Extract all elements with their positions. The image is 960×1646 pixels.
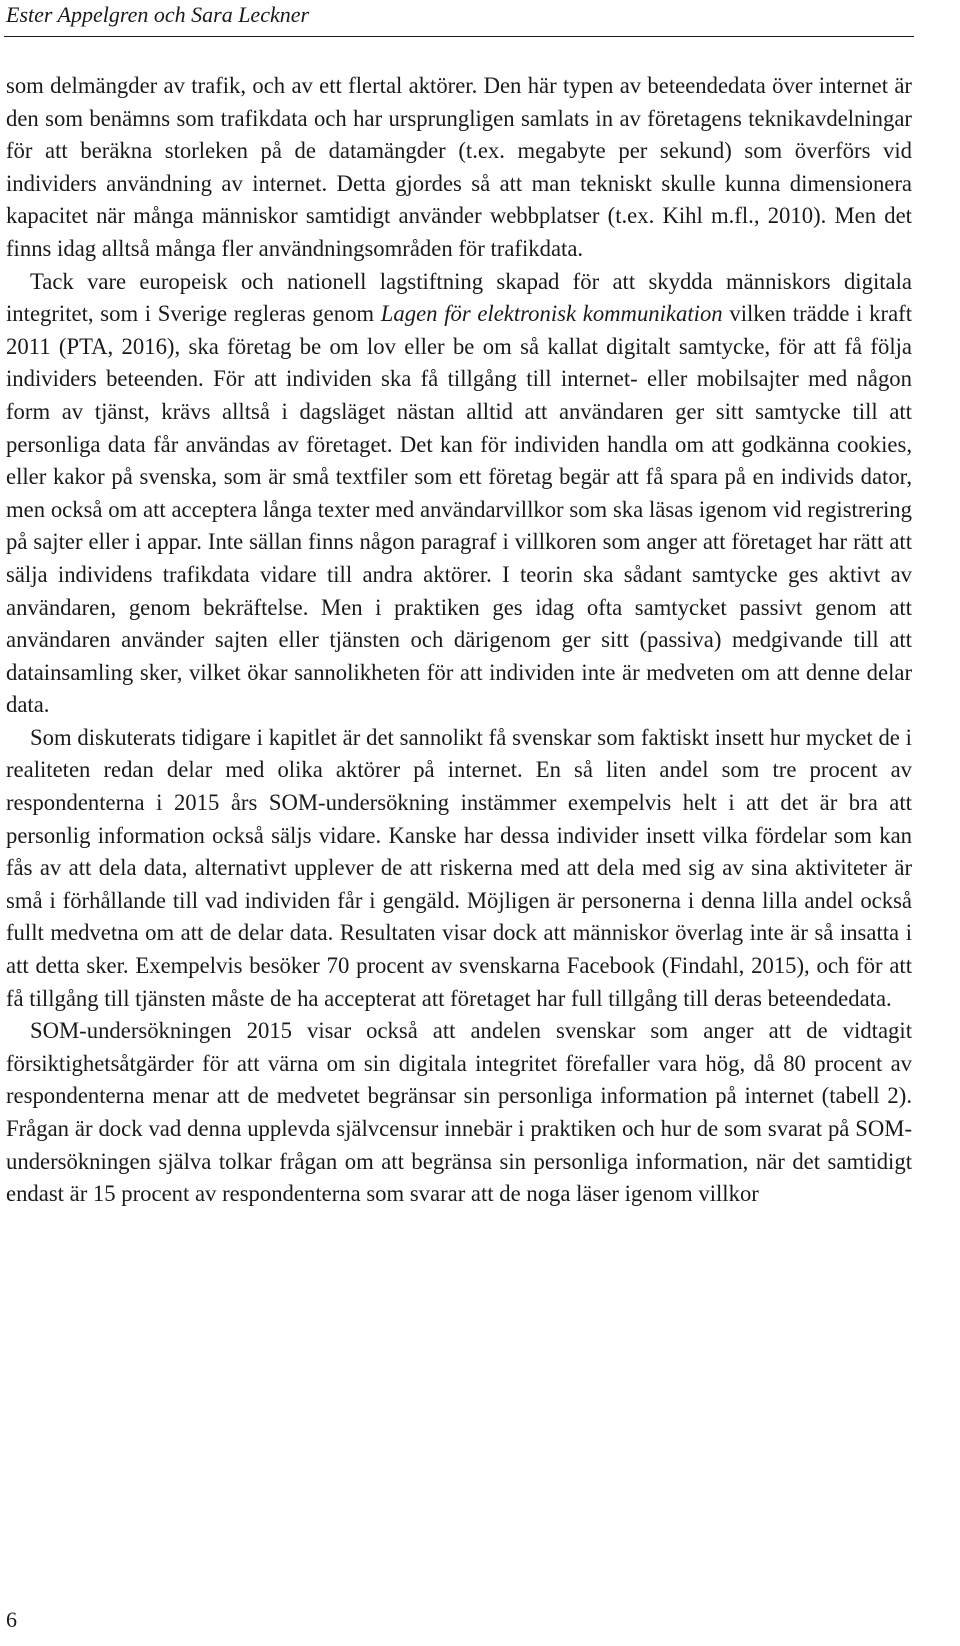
law-title-italic: Lagen för elektronisk kommunikation <box>380 301 723 327</box>
paragraph-2-text-before: Tack vare europeisk och nationell lagstiftning skapad för att skydda människors digitala integritet, som i Sverige regleras genom <box>6 268 912 327</box>
paragraph-3: Som diskuterats tidigare i kapitlet är det sannolikt få svenskar som faktiskt insett hur mycket de i realiteten redan delar med olika aktörer på internet. En så liten andel som tre procent av respondenterna i 2015 års SOM-undersökning instämmer exempelvis helt i att det är bra att personlig information också säljs vidare. Kanske har dessa individer insett vilka fördelar som kan fås av att dela data, alternativt upplever de att riskerna med att dela med sig av sina aktiviteter är små i förhållande till vad individen får i gengäld. Möjligen är personerna i denna lilla andel också fullt medvetna om att de delar data. Resultaten visar dock att människor överlag inte är så insatta i att detta sker. Exempelvis besöker 70 procent av svenskarna Facebook (Findahl, 2015), och för att få tillgång till tjänsten måste de ha accepterat att företaget har full tillgång till deras beteendedata. <box>6 724 912 1011</box>
body-text <box>6 70 912 1211</box>
header-rule <box>4 36 914 37</box>
paragraph-4: SOM-undersökningen 2015 visar också att andelen svenskar som anger att de vidtagit försiktighetsåtgärder för att värna om sin digitala integritet förefaller vara hög, då 80 procent av respondenterna menar att de medvetet begränsar sin personliga information på internet (tabell 2). Frågan är dock vad denna upplevda självcensur innebär i praktiken och hur de som svarat på SOM-undersökningen själva tolkar frågan om att begränsa sin personliga information, när det samtidigt endast är 15 procent av respondenterna som svarar att de noga läser igenom villkor <box>6 1018 912 1207</box>
page-number: 6 <box>6 1607 17 1632</box>
paragraph-2 <box>6 266 912 722</box>
running-header: Ester Appelgren och Sara Leckner <box>6 2 310 27</box>
paragraph-1: som delmängder av trafik, och av ett flertal aktörer. Den här typen av beteendedata över internet är den som benämns som trafikdata och har ursprungligen samlats in av företagens teknikavdelningar för att beräkna storleken på de datamängder (t.ex. megabyte per sekund) som överförs vid individers användning av internet. Detta gjordes så att man tekniskt skulle kunna dimensionera kapacitet när många människor samtidigt använder webbplatser (t.ex. Kihl m.fl., 2010). Men det finns idag alltså många fler användningsområden för trafikdata. <box>6 73 912 261</box>
paragraph-2-text-after: vilken trädde i kraft 2011 (PTA, 2016), ska företag be om lov eller be om så kallat digitalt samtycke, för att få följa individers beteenden. För att individen ska få tillgång till internet- eller mobilsajter med någon form av tjänst, krävs alltså i dagsläget nästan alltid att användaren ger sitt samtycke till att personliga data får användas av företaget. Det kan för individen handla om att godkänna cookies, eller kakor på svenska, som är små textfiler som ett företag begär att få spara på en individs dator, men också om att acceptera långa texter med användarvillkor som ska läsas igenom vid registrering på sajter eller i appar. Inte sällan finns någon paragraf i villkoren som anger att företaget har rätt att sälja individens trafikdata vidare till andra aktörer. I teorin ska sådant samtycke ges aktivt av användaren, genom bekräftelse. Men i praktiken ges idag ofta samtycket passivt genom att användaren använder sajten eller tjänsten och därigenom ger sitt (passiva) medgivande till att datainsamling sker, vilket ökar sannolikheten för att individen inte är medveten om att denne delar data. <box>6 301 912 718</box>
